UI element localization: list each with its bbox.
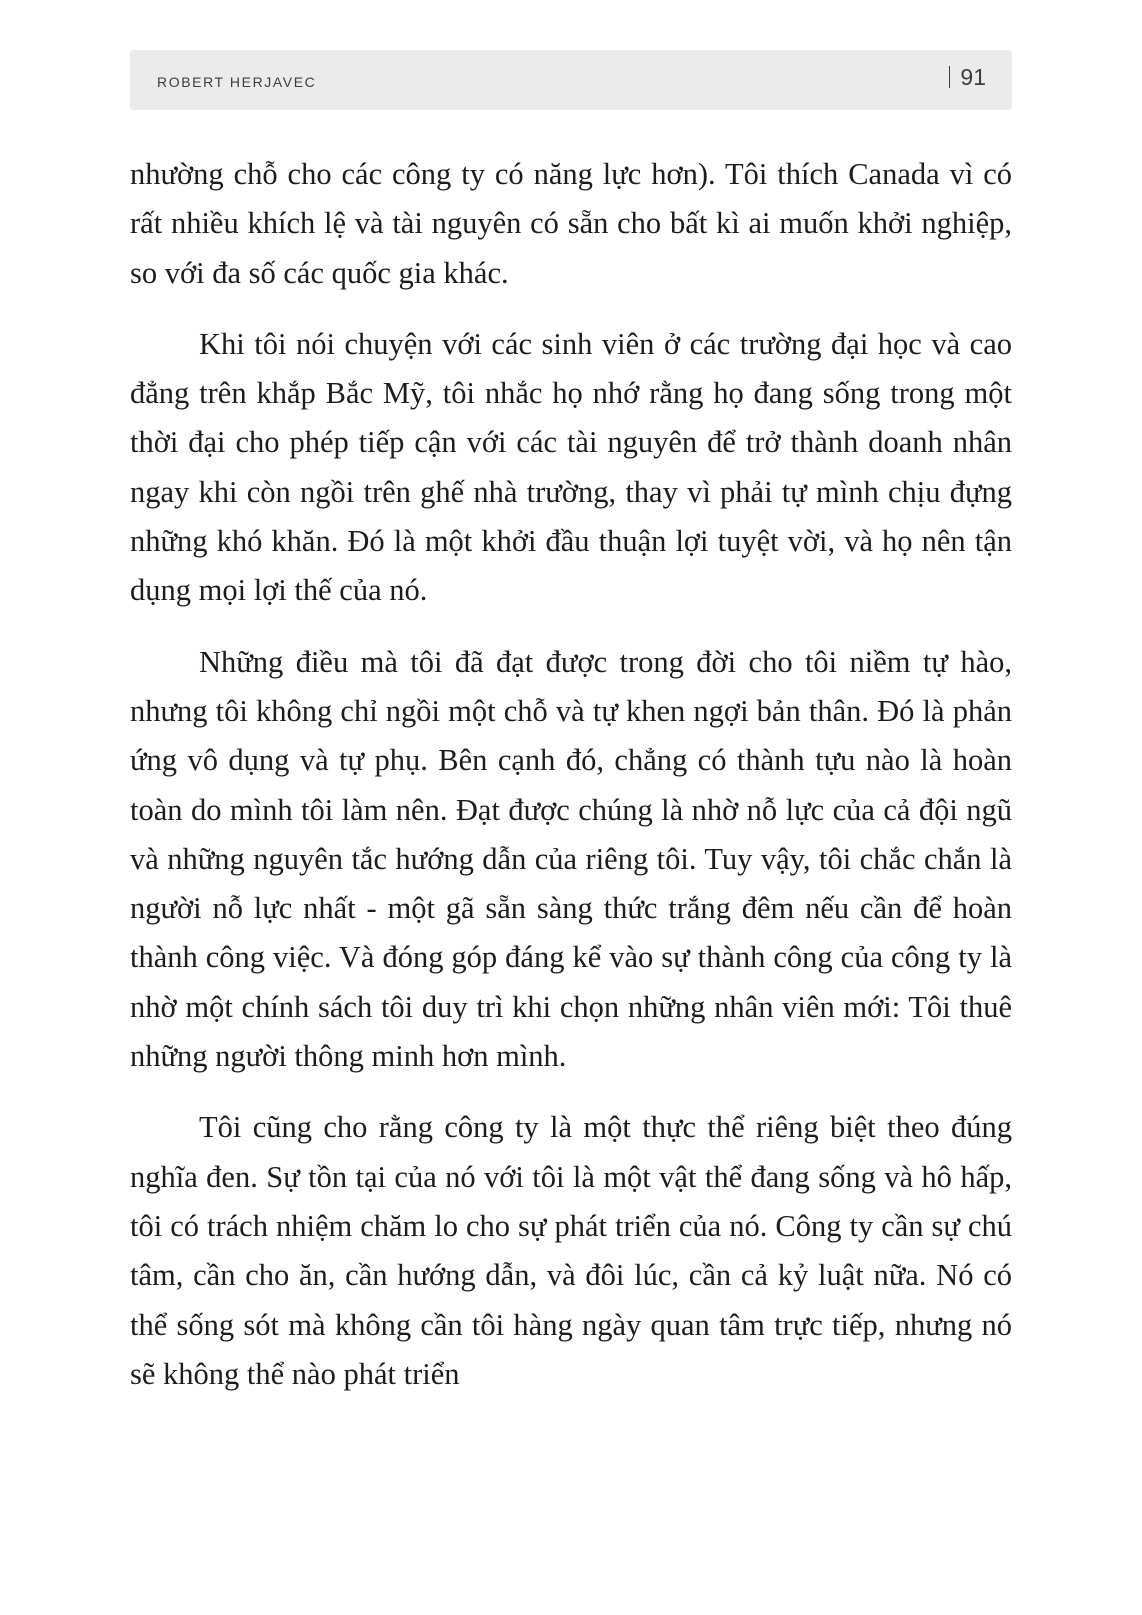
header-separator: [949, 66, 950, 88]
body-text: [130, 150, 1012, 1421]
paragraph-1: nhường chỗ cho các công ty có năng lực hơn). Tôi thích Canada vì có rất nhiều khích lệ và tài nguyên có sẵn cho bất kì ai muốn khởi nghiệp, so với đa số các quốc gia khác.: [130, 157, 1012, 290]
page-number-value: 91: [960, 64, 986, 90]
paragraph-2: Khi tôi nói chuyện với các sinh viên ở các trường đại học và cao đẳng trên khắp Bắc Mỹ, tôi nhắc họ nhớ rằng họ đang sống trong một thời đại cho phép tiếp cận với các tài nguyên để trở thành doanh nhân ngay khi còn ngồi trên ghế nhà trường, thay vì phải tự mình chịu đựng những khó khăn. Đó là một khởi đầu thuận lợi tuyệt vời, và họ nên tận dụng mọi lợi thế của nó.: [130, 326, 1012, 608]
header-author: ROBERT HERJAVEC: [157, 74, 317, 90]
paragraph-4: Tôi cũng cho rằng công ty là một thực thể riêng biệt theo đúng nghĩa đen. Sự tồn tại của nó với tôi là một vật thể đang sống và hô hấp, tôi có trách nhiệm chăm lo cho sự phát triển của nó. Công ty cần sự chú tâm, cần cho ăn, cần hướng dẫn, và đôi lúc, cần cả kỷ luật nữa. Nó có thể sống sót mà không cần tôi hàng ngày quan tâm trực tiếp, nhưng nó sẽ không thể nào phát triển: [130, 1110, 1012, 1391]
paragraph-3: Những điều mà tôi đã đạt được trong đời cho tôi niềm tự hào, nhưng tôi không chỉ ngồi một chỗ và tự khen ngợi bản thân. Đó là phản ứng vô dụng và tự phụ. Bên cạnh đó, chẳng có thành tựu nào là hoàn toàn do mình tôi làm nên. Đạt được chúng là nhờ nỗ lực của cả đội ngũ và những nguyên tắc hướng dẫn của riêng tôi. Tuy vậy, tôi chắc chắn là người nỗ lực nhất - một gã sẵn sàng thức trắng đêm nếu cần để hoàn thành công việc. Và đóng góp đáng kể vào sự thành công của công ty là nhờ một chính sách tôi duy trì khi chọn những nhân viên mới: Tôi thuê những người thông minh hơn mình.: [130, 644, 1012, 1074]
page-number: [949, 64, 986, 91]
running-header: [130, 50, 1012, 110]
